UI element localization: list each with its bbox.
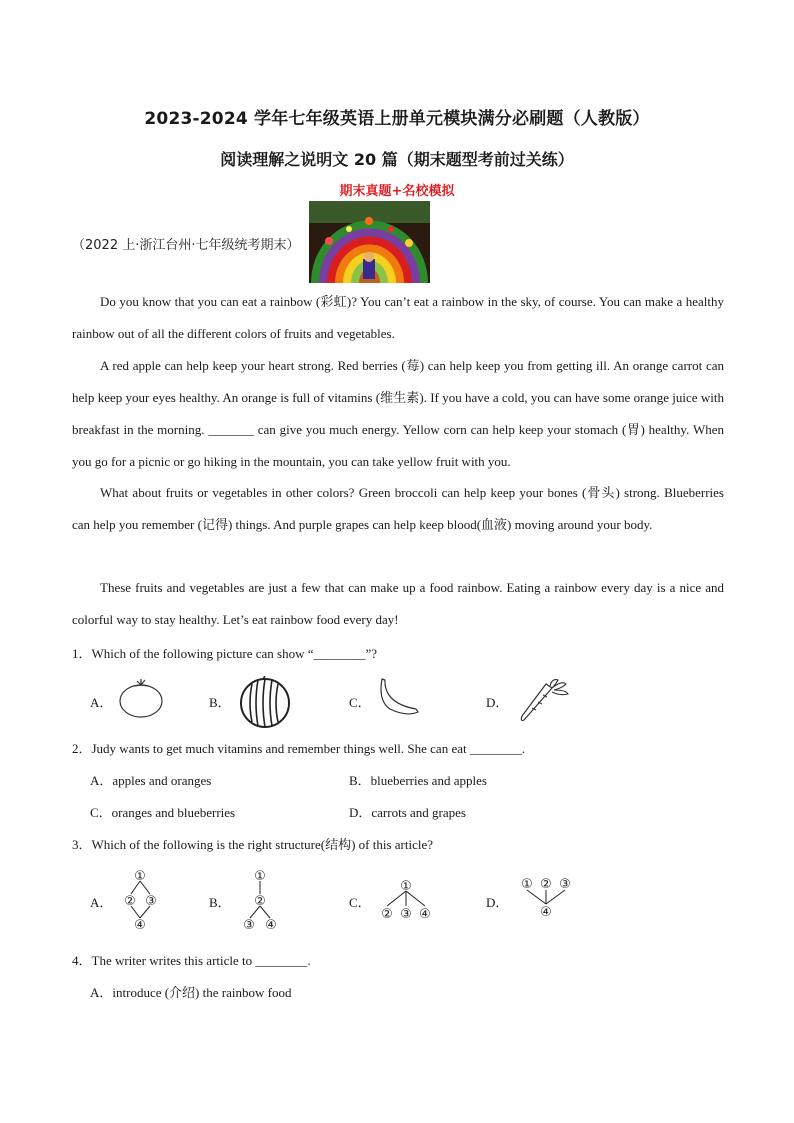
q3-option-b-label: B． xyxy=(209,895,231,910)
node-3: ③ xyxy=(145,894,157,909)
question-1-stem: 1．Which of the following picture can show “________”? xyxy=(72,646,378,661)
node-4: ④ xyxy=(265,918,277,932)
q3-option-d-label: D． xyxy=(486,895,509,910)
structure-diagram-d xyxy=(516,874,576,925)
node-2: ② xyxy=(124,894,136,909)
exam-tag: 期末真题+名校模拟 xyxy=(339,184,455,199)
q1-option-c-label: C． xyxy=(349,695,371,710)
question-3-stem: 3．Which of the following is the right structure(结构) of this article? xyxy=(72,837,434,852)
q1-option-a-label: A． xyxy=(90,695,113,710)
tomato-icon xyxy=(118,677,164,724)
document-subtitle: 阅读理解之说明文 20 篇（期末题型考前过关练） xyxy=(220,150,574,169)
node-2: ② xyxy=(540,877,552,892)
node-4: ④ xyxy=(540,905,552,920)
node-2: ② xyxy=(254,894,266,909)
passage-paragraph-4: These fruits and vegetables are just a few that can make up a food rainbow. Eating a rainbow every day is a nice and colorful way to stay healthy. Let’s eat rainbow food every day! xyxy=(72,580,724,627)
node-2: ② xyxy=(381,907,393,922)
q4-option-a: A．introduce (介绍) the rainbow food xyxy=(90,985,292,1000)
structure-diagram-b xyxy=(240,866,280,937)
q2-option-c: C．oranges and blueberries xyxy=(90,805,236,820)
structure-diagram-a xyxy=(120,866,160,937)
passage-paragraph-3: What about fruits or vegetables in other colors? Green broccoli can help keep your bones (骨头) strong. Blueberries can help you remember (记得) things. And purple grapes can help keep blood(血液) moving around your body. xyxy=(72,485,724,532)
node-3: ③ xyxy=(400,907,412,922)
node-3: ③ xyxy=(243,918,255,932)
passage-paragraph-1: Do you know that you can eat a rainbow (彩虹)? You can’t eat a rainbow in the sky, of course. You can make a healthy rainbow out of all the different colors of fruits and vegetables. xyxy=(72,294,724,341)
passage-paragraph-2: A red apple can help keep your heart strong. Red berries (莓) can help keep you from getting ill. An orange carrot can help keep your eyes healthy. An orange is full of vitamins (维生素). If you have a cold, you can have some orange juice with breakfast in the morning. _______ can give you much energy. Yellow corn can help keep your stomach (胃) healthy. When you go for a picnic or go hiking in the mountain, you can take yellow fruit with you. xyxy=(72,358,724,469)
rainbow-food-photo xyxy=(309,201,430,283)
structure-diagram-c xyxy=(376,876,436,927)
q3-option-a-label: A． xyxy=(90,895,113,910)
question-2-stem: 2．Judy wants to get much vitamins and remember things well. She can eat ________. xyxy=(72,741,526,756)
question-source: （2022 上·浙江台州·七年级统考期末） xyxy=(72,238,300,253)
carrot-icon xyxy=(518,676,572,729)
node-1: ① xyxy=(521,877,533,892)
q2-option-b: B．blueberries and apples xyxy=(349,773,487,788)
q3-option-c-label: C． xyxy=(349,895,371,910)
node-1: ① xyxy=(254,869,266,884)
q1-option-d-label: D． xyxy=(486,695,509,710)
q2-option-a: A．apples and oranges xyxy=(90,773,212,788)
q2-option-d: D．carrots and grapes xyxy=(349,805,466,820)
node-1: ① xyxy=(134,869,146,884)
node-4: ④ xyxy=(419,907,431,922)
q1-option-b-label: B． xyxy=(209,695,231,710)
node-3: ③ xyxy=(559,877,571,892)
document-title: 2023-2024 学年七年级英语上册单元模块满分必刷题（人教版） xyxy=(144,109,650,129)
node-4: ④ xyxy=(134,918,146,932)
banana-icon xyxy=(376,677,422,722)
node-1: ① xyxy=(400,879,412,894)
watermelon-icon xyxy=(238,676,292,735)
question-4-stem: 4．The writer writes this article to ________. xyxy=(72,953,311,968)
